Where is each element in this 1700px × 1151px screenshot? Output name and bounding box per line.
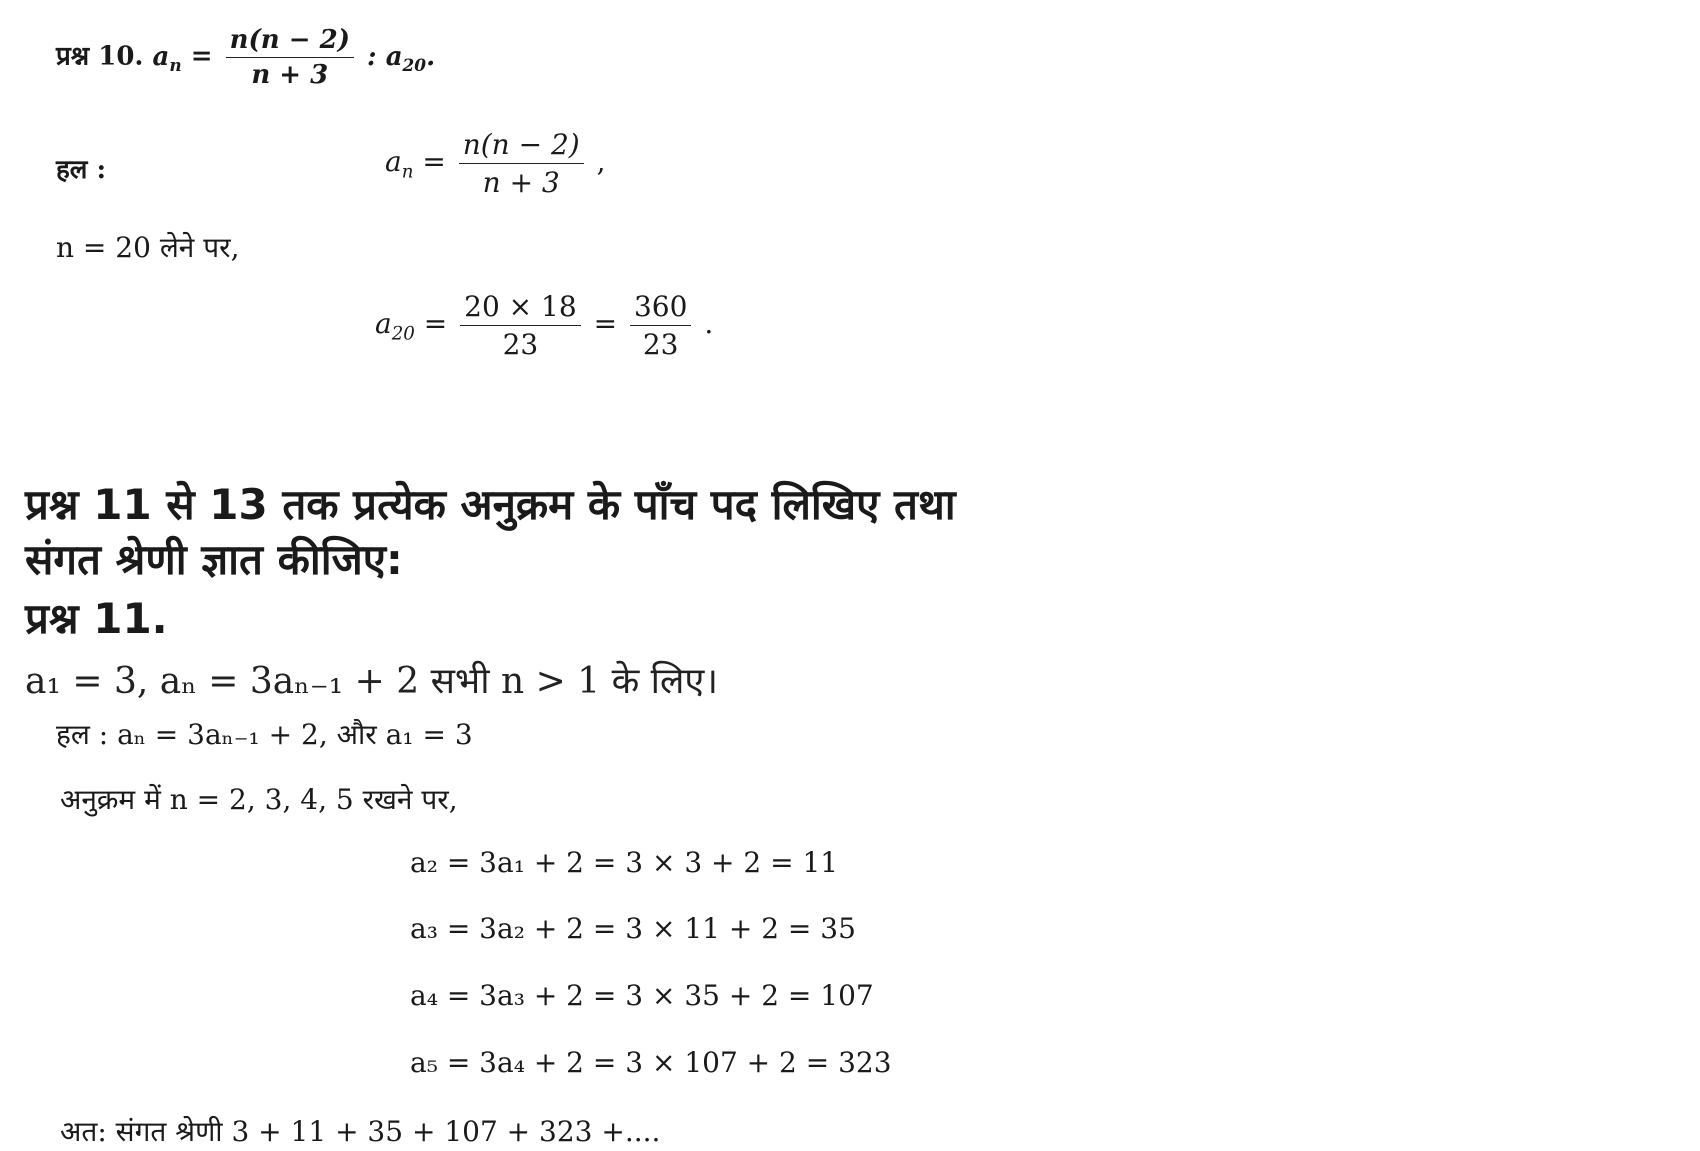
q11-label: प्रश्न 11. (25, 594, 168, 643)
sol10-fraction (459, 128, 584, 199)
sol10-label: हल : (56, 155, 107, 185)
sol10-res-den1: 23 (502, 328, 539, 361)
heading-line2: संगत श्रेणी ज्ञात कीजिए: (25, 535, 403, 584)
sol10-res-num2: 360 (630, 290, 691, 326)
sol10-numerator: n(n − 2) (459, 128, 584, 164)
sol11-conclusion: अत: संगत श्रेणी 3 + 11 + 35 + 107 + 323 +.... (60, 1115, 661, 1148)
sol10-denominator: n + 3 (482, 166, 560, 199)
sol11-step: a₅ = 3a₄ + 2 = 3 × 107 + 2 = 323 (410, 1046, 892, 1079)
q10-denominator: n + 3 (251, 60, 329, 90)
q10-eq: = (190, 41, 213, 72)
sol10-res-end: . (704, 307, 714, 340)
q11-statement: a₁ = 3, aₙ = 3aₙ₋₁ + 2 सभी n > 1 के लिए। (25, 661, 718, 702)
sol10-end: , (596, 145, 606, 178)
sol11-line1: हल : aₙ = 3aₙ₋₁ + 2, और a₁ = 3 (56, 718, 473, 751)
sol11-step: a₄ = 3a₃ + 2 = 3 × 35 + 2 = 107 (410, 979, 874, 1012)
sol11-step: a₂ = 3a₁ + 2 = 3 × 3 + 2 = 11 (410, 846, 839, 879)
sol10-result (375, 290, 713, 361)
q10-lhs: $a_n$ (152, 41, 182, 75)
sol10-res-lhs: $a_{20}$ (375, 307, 415, 345)
q10-tail: : $a_{20}$. (367, 41, 436, 75)
sol11-line2: अनुक्रम में n = 2, 3, 4, 5 रखने पर, (60, 783, 458, 816)
sol10-res-eq1: = (423, 307, 448, 340)
question-10 (56, 25, 435, 90)
sol11-step: a₃ = 3a₂ + 2 = 3 × 11 + 2 = 35 (410, 912, 856, 945)
sol10-res-den2: 23 (642, 328, 679, 361)
sol10-lhs: $a_n$ (385, 145, 414, 183)
sol10-res-fraction1 (460, 290, 581, 361)
q10-label: प्रश्न 10. (56, 41, 144, 72)
sol10-eq: = (422, 145, 446, 178)
sol10-res-eq2: = (593, 307, 618, 340)
q10-numerator: n(n − 2) (226, 25, 354, 58)
sol10-formula (385, 128, 606, 199)
sol10-line2: n = 20 लेने पर, (56, 231, 240, 264)
sol10-res-fraction2 (630, 290, 691, 361)
heading-line1: प्रश्न 11 से 13 तक प्रत्येक अनुक्रम के पाँच पद लिखिए तथा (25, 480, 956, 529)
q10-fraction (226, 25, 354, 90)
sol10-res-num1: 20 × 18 (460, 290, 581, 326)
